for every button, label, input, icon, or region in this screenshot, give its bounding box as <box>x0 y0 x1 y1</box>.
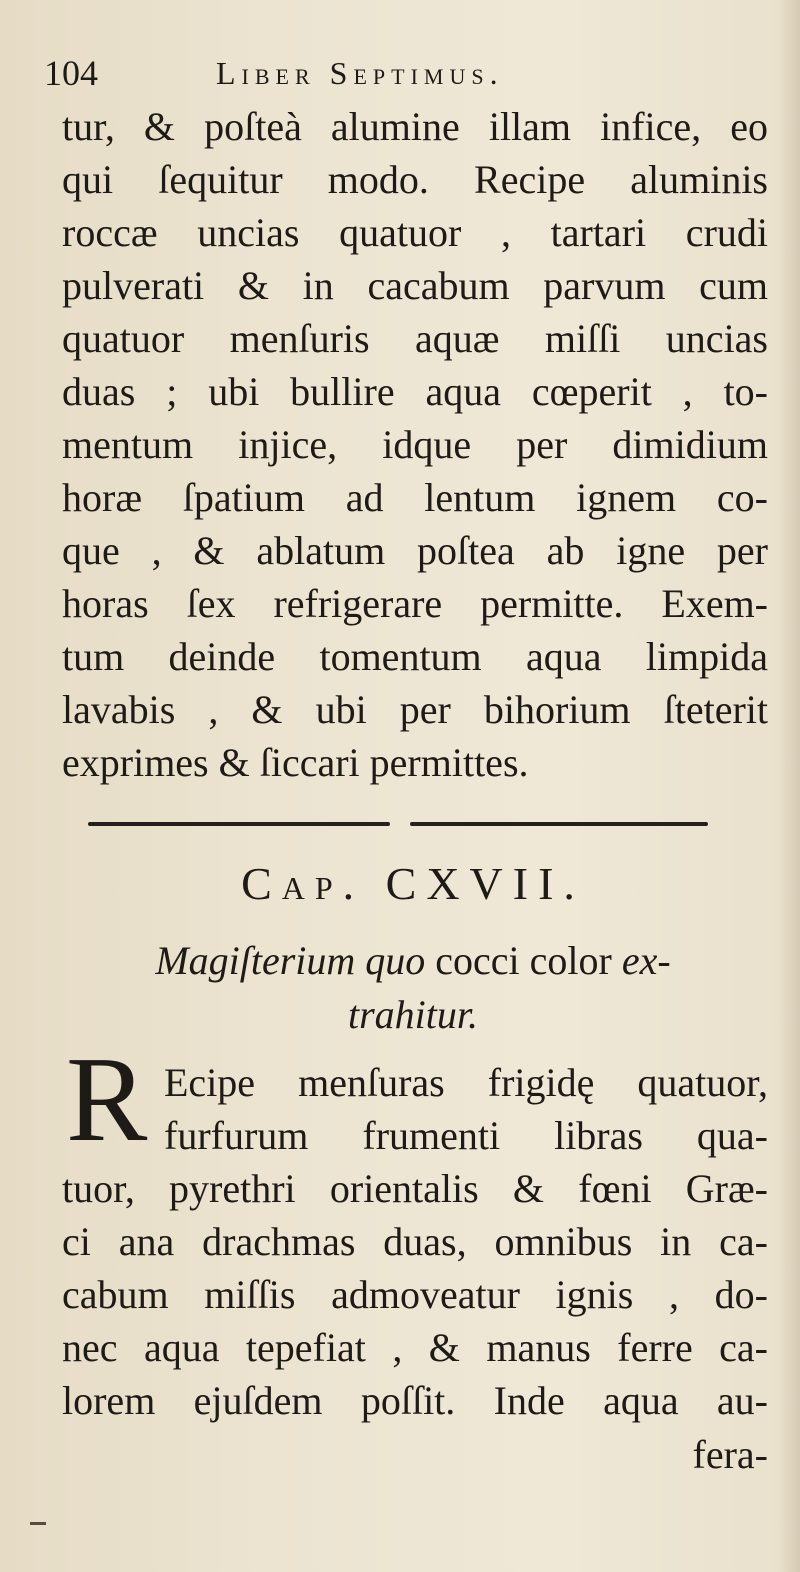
spine-shadow <box>778 0 800 1572</box>
text-line: qui ſequitur modo. Recipe aluminis <box>62 157 768 202</box>
text-line: roccæ uncias quatuor , tartari crudi <box>62 210 768 255</box>
text-line: nec aqua tepefiat , & manus ferre ca- <box>62 1325 768 1370</box>
indented-lines <box>164 1056 768 1162</box>
text-line: horas ſex refrigerare permitte. Exem- <box>62 581 768 626</box>
text-line: ci ana drachmas duas, omnibus in ca- <box>62 1219 768 1264</box>
text-line: mentum injice, idque per dimidium <box>62 422 768 467</box>
text-line: lavabis , & ubi per bihorium ſteterit <box>62 687 768 732</box>
chapter-paragraph <box>62 1162 768 1427</box>
text-line: lorem ejuſdem poſſit. Inde aqua au- <box>62 1378 768 1423</box>
chapter-subtitle <box>60 934 766 1042</box>
subtitle-line-2: trahitur. <box>347 992 479 1037</box>
subtitle-roman: cocci color <box>435 938 612 983</box>
margin-mark <box>30 1522 46 1525</box>
text-line: furfurum frumenti libras qua- <box>164 1113 768 1158</box>
text-line: pulverati & in cacabum parvum cum <box>62 263 768 308</box>
chapter-heading: Cap. CXVII. <box>241 858 585 909</box>
text-line: tum deinde tomentum aqua limpida <box>62 634 768 679</box>
paragraph-continuation <box>62 100 768 789</box>
running-head: Liber Septimus. <box>216 55 504 91</box>
text-line-last: exprimes & ſiccari permittes. <box>62 740 529 785</box>
subtitle-italic: Magiſterium quo <box>155 938 426 983</box>
divider-rule-right <box>410 822 708 826</box>
text-line: tuor, pyrethri orientalis & fœni Græ- <box>62 1166 768 1211</box>
subtitle-italic-end: ex- <box>621 938 671 983</box>
divider-rule-left <box>88 822 390 826</box>
page-header <box>44 48 744 98</box>
text-line: quatuor menſuris aquæ miſſi uncias <box>62 316 768 361</box>
text-line: tur, & poſteà alumine illam infice, eo <box>62 104 768 149</box>
text-line: horæ ſpatium ad lentum ignem co- <box>62 475 768 520</box>
catchword: fera- <box>692 1432 768 1477</box>
subtitle-line-1 <box>60 934 766 988</box>
drop-cap: R <box>66 1032 148 1167</box>
text-line: que , & ablatum poſtea ab igne per <box>62 528 768 573</box>
text-line: Ecipe menſuras frigidę quatuor, <box>164 1060 768 1105</box>
text-line: duas ; ubi bullire aqua cœperit , to- <box>62 369 768 414</box>
page-number: 104 <box>44 53 98 93</box>
chapter-divider <box>88 818 708 830</box>
text-line: cabum miſſis admoveatur ignis , do- <box>62 1272 768 1317</box>
